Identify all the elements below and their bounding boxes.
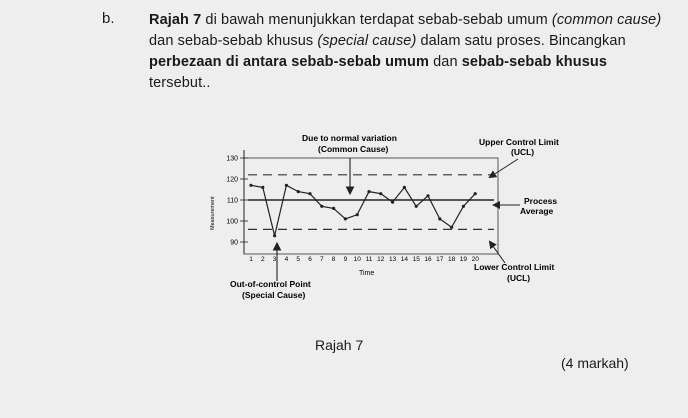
avg-label: Process — [524, 196, 558, 206]
avg-label-sub: Average — [520, 206, 554, 216]
x-tick-label: 13 — [388, 256, 397, 263]
data-point — [403, 186, 406, 189]
x-tick-label: 15 — [412, 256, 420, 263]
data-point — [415, 205, 418, 208]
lcl-label-sub: (UCL) — [507, 273, 531, 283]
data-point — [261, 186, 264, 189]
x-axis-label: Time — [359, 270, 375, 277]
x-tick-label: 3 — [272, 256, 277, 263]
lcl-label: Lower Control Limit — [474, 262, 555, 272]
data-point — [249, 184, 252, 187]
figure-caption: Rajah 7 — [315, 337, 364, 353]
y-axis-label: Measurement — [210, 196, 216, 230]
ucl-label-sub: (UCL) — [511, 147, 535, 157]
data-point — [308, 192, 311, 195]
y-tick-label: 100 — [226, 218, 238, 226]
special-cause-sub: (Special Cause) — [242, 290, 306, 300]
x-ticks — [249, 256, 479, 263]
y-tick-label: 90 — [230, 239, 238, 247]
data-point — [450, 226, 453, 229]
data-point — [474, 192, 477, 195]
y-tick-label: 110 — [226, 197, 238, 205]
x-tick-label: 20 — [471, 256, 479, 263]
term-common-cause: (common cause) — [551, 12, 662, 28]
text-segment: dan sebab-sebab khusus — [149, 33, 318, 49]
bold-phrase-special: sebab-sebab khusus — [461, 54, 607, 70]
ucl-arrow — [490, 159, 518, 177]
x-tick-label: 12 — [377, 256, 385, 263]
figure-ref: Rajah 7 — [149, 12, 202, 28]
x-tick-label: 18 — [447, 256, 456, 263]
x-tick-label: 11 — [365, 256, 373, 263]
x-tick-label: 5 — [296, 256, 301, 263]
ucl-label: Upper Control Limit — [479, 137, 559, 147]
series-line — [251, 185, 475, 235]
data-point — [297, 190, 300, 193]
special-cause-label: Out-of-control Point — [230, 279, 311, 289]
term-special-cause: (special cause) — [317, 33, 417, 49]
data-point — [391, 201, 394, 204]
x-tick-label: 9 — [343, 256, 348, 263]
marks-label: (4 markah) — [561, 355, 629, 371]
x-tick-label: 1 — [249, 256, 253, 263]
text-segment: di bawah menunjukkan terdapat sebab-sebab umum — [201, 12, 552, 28]
data-point — [320, 205, 323, 208]
question-label: b. — [102, 10, 115, 27]
common-cause-label: Due to normal variation — [302, 133, 397, 143]
text-segment: dalam satu proses. Bincangkan — [416, 33, 626, 49]
x-tick-label: 16 — [424, 256, 432, 263]
bold-phrase-common: perbezaan di antara sebab-sebab umum — [149, 54, 429, 70]
text-segment: tersebut.. — [149, 75, 211, 91]
y-tick-label: 130 — [226, 155, 238, 163]
x-tick-label: 6 — [308, 256, 312, 263]
data-point — [367, 190, 370, 193]
x-tick-label: 7 — [319, 256, 324, 263]
y-tick-label: 120 — [226, 176, 238, 184]
x-tick-label: 14 — [400, 256, 409, 263]
data-point — [462, 205, 465, 208]
data-point — [332, 207, 335, 210]
y-ticks — [226, 156, 248, 247]
lcl-arrow — [490, 242, 505, 263]
x-tick-label: 10 — [353, 256, 361, 263]
data-point — [344, 217, 347, 220]
data-point — [356, 213, 359, 216]
x-tick-label: 2 — [260, 256, 265, 263]
x-tick-label: 17 — [436, 256, 444, 263]
data-point — [426, 194, 429, 197]
x-tick-label: 4 — [284, 256, 289, 263]
data-point — [438, 217, 441, 220]
data-point — [285, 184, 288, 187]
x-tick-label: 8 — [331, 256, 336, 263]
data-point — [273, 234, 276, 237]
x-tick-label: 19 — [459, 256, 468, 263]
data-point — [379, 192, 382, 195]
common-cause-sub: (Common Cause) — [318, 144, 389, 154]
text-segment: dan — [429, 54, 462, 70]
